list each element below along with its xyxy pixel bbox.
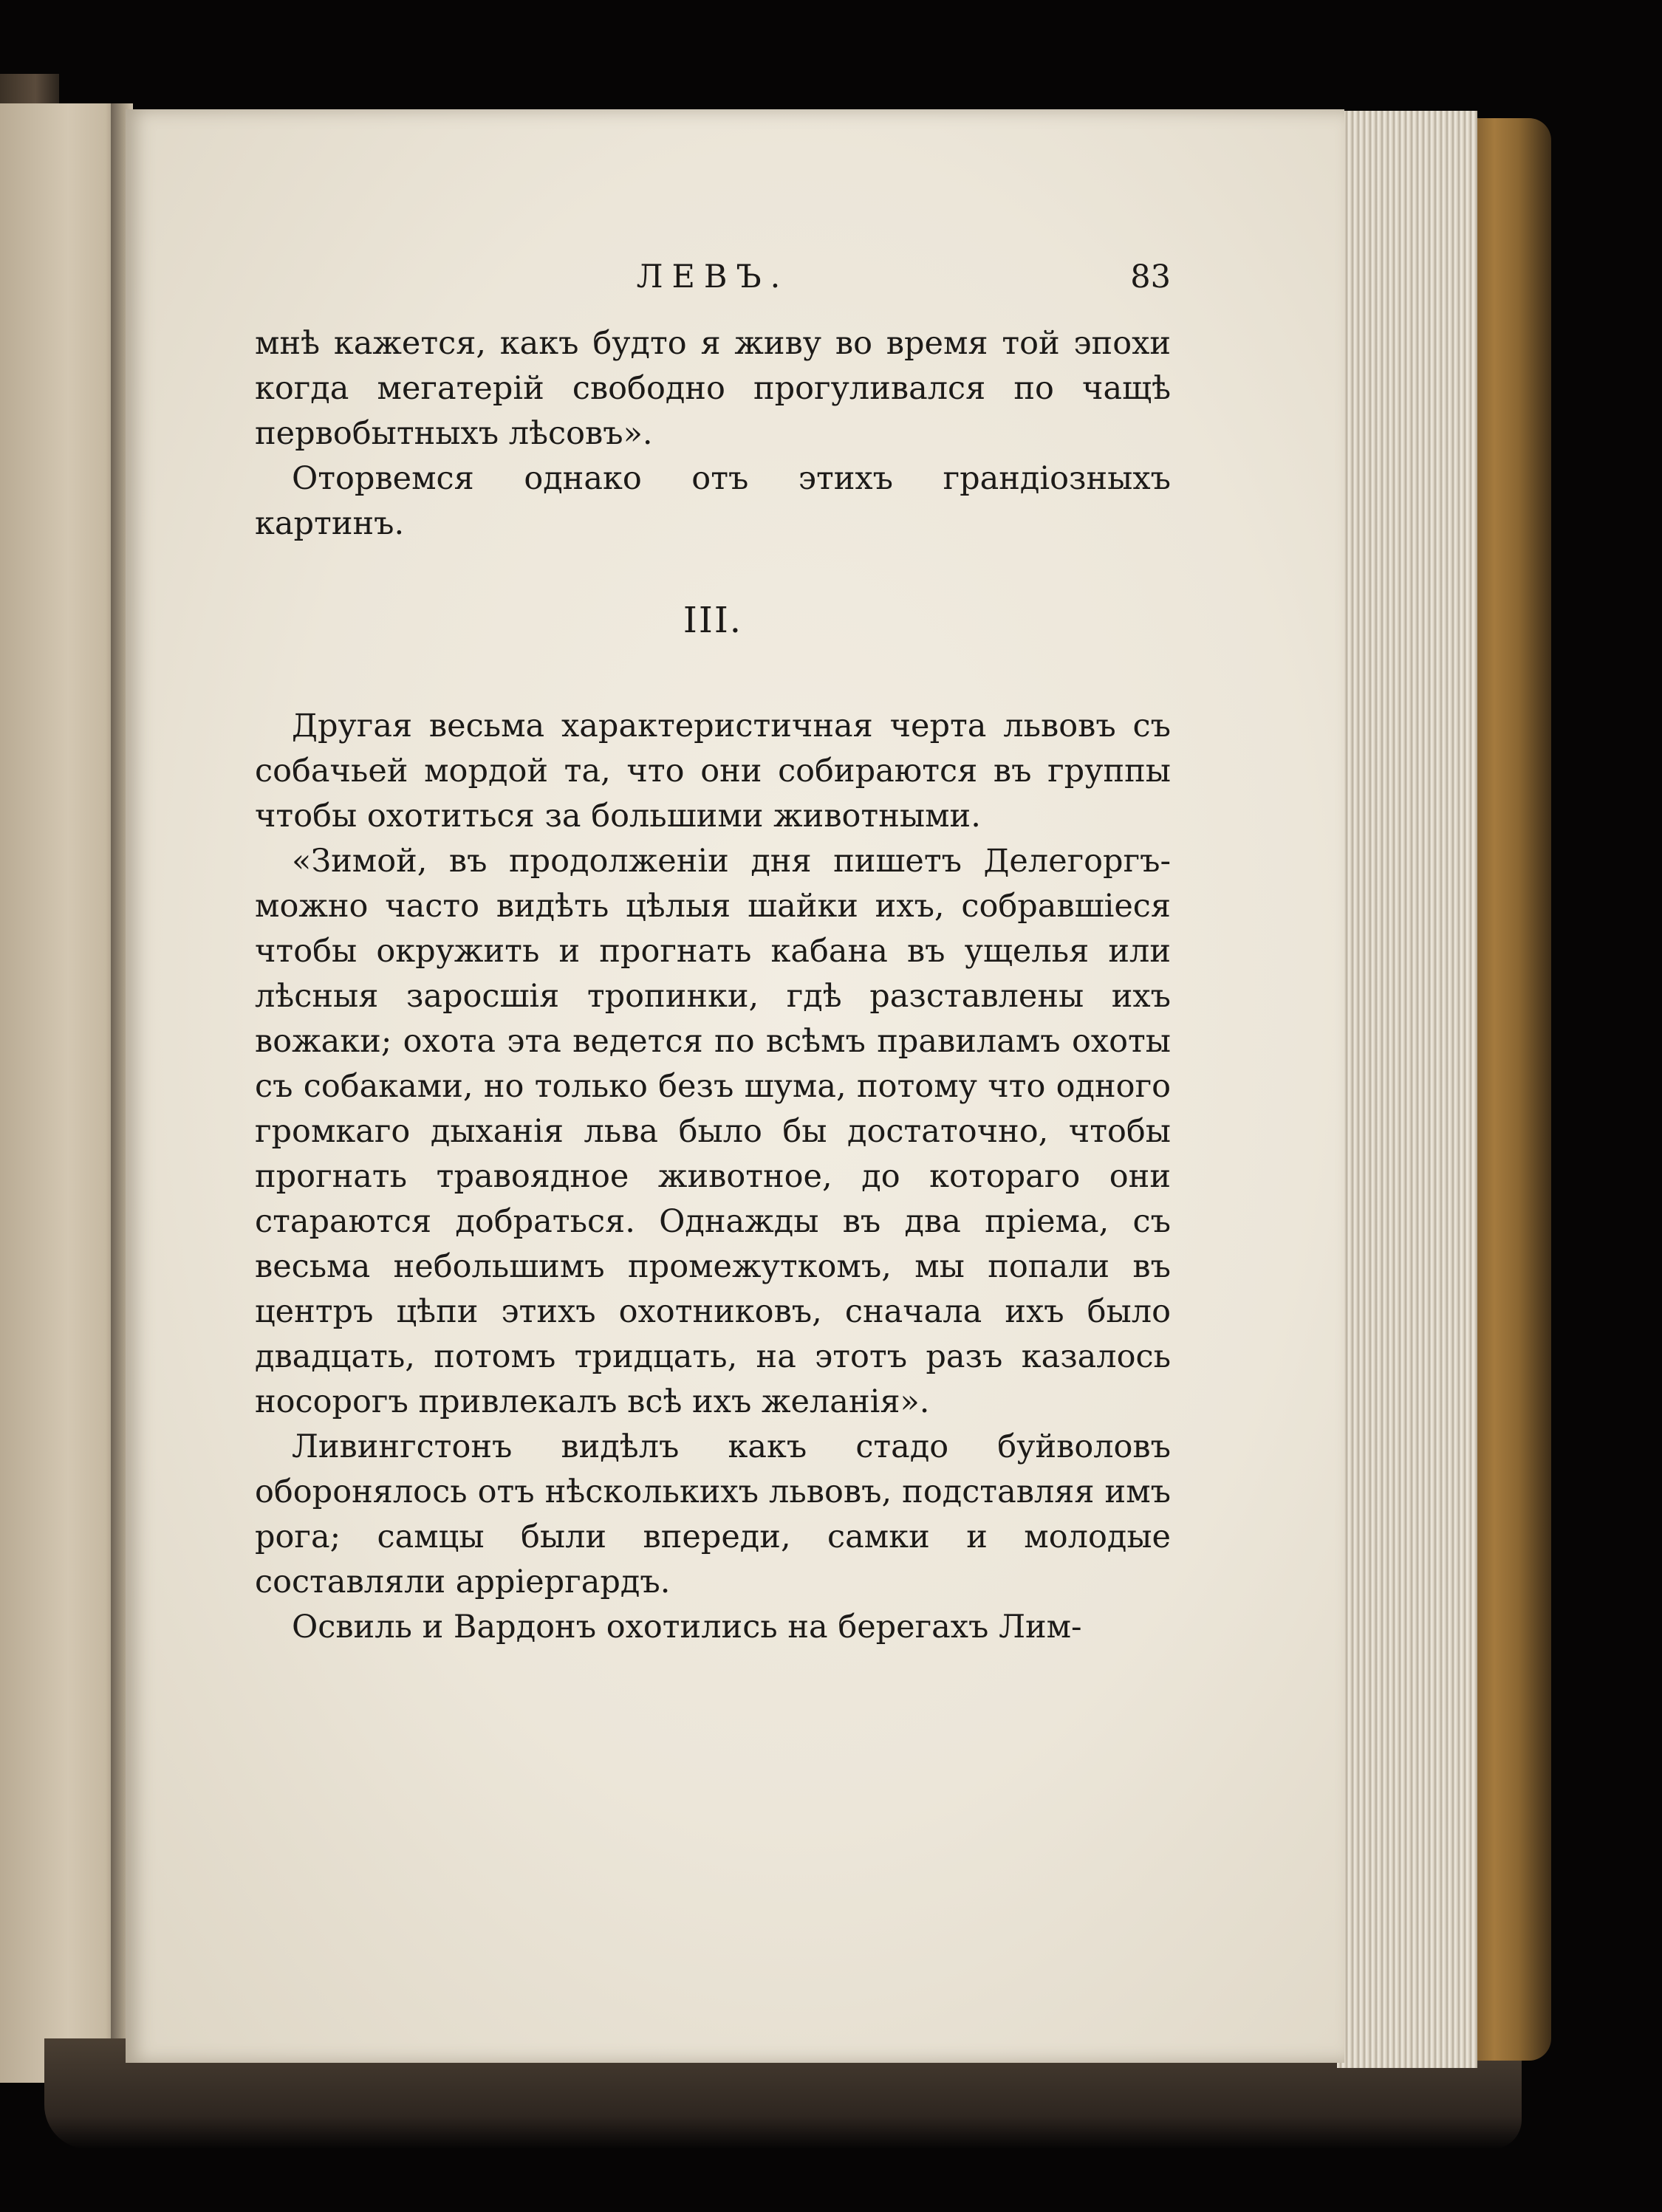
paragraph: Оторвемся однако отъ этихъ грандіозныхъ картинъ. <box>255 460 1171 542</box>
book-fore-edge-cover <box>1470 118 1551 2061</box>
running-title: ЛЕВЪ. <box>636 258 790 295</box>
left-page-edge <box>0 103 124 2083</box>
page-header <box>255 255 1171 321</box>
paragraph: Другая весьма характеристичная черта львовъ съ собачьей мордой та, что они собираются въ группы чтобы охотиться за большими животными. <box>255 708 1171 835</box>
page-stack-edge <box>1337 111 1477 2068</box>
page-number: 83 <box>1130 258 1171 295</box>
paragraph: Освиль и Вардонъ охотились на берегахъ Лим- <box>292 1609 1082 1646</box>
section-heading: III. <box>683 600 743 641</box>
paragraph: «Зимой, въ продолженіи дня пишетъ Делегоргъ-можно часто видѣть цѣлыя шайки ихъ, собравшіеся чтобы окружить и прогнать кабана въ ущелья или лѣсныя заросшія тропинки, гдѣ разставлены ихъ вожаки; охота эта ведется по всѣмъ правиламъ охоты съ собаками, но только безъ шума, потому что одного громкаго дыханія льва было бы достаточно, чтобы прогнать травоядное животное, до котораго они стараются добраться. Однажды въ два пріема, съ весьма небольшимъ промежуткомъ, мы попали въ центръ цѣпи этихъ охотниковъ, сначала ихъ было двадцать, потомъ тридцать, на этотъ разъ казалось носорогъ привлекалъ всѣ ихъ желанія». <box>255 843 1171 1420</box>
page-text <box>255 255 1171 1650</box>
paragraph: Ливингстонъ видѣлъ какъ стадо буйволовъ оборонялось отъ нѣсколькихъ львовъ, подставляя имъ рога; самцы были впереди, самки и молодые составляли арріергардъ. <box>255 1428 1171 1600</box>
paragraph: мнѣ кажется, какъ будто я живу во время той эпохи когда мегатерій свободно прогуливался по чащѣ первобытныхъ лѣсовъ». <box>255 325 1171 452</box>
